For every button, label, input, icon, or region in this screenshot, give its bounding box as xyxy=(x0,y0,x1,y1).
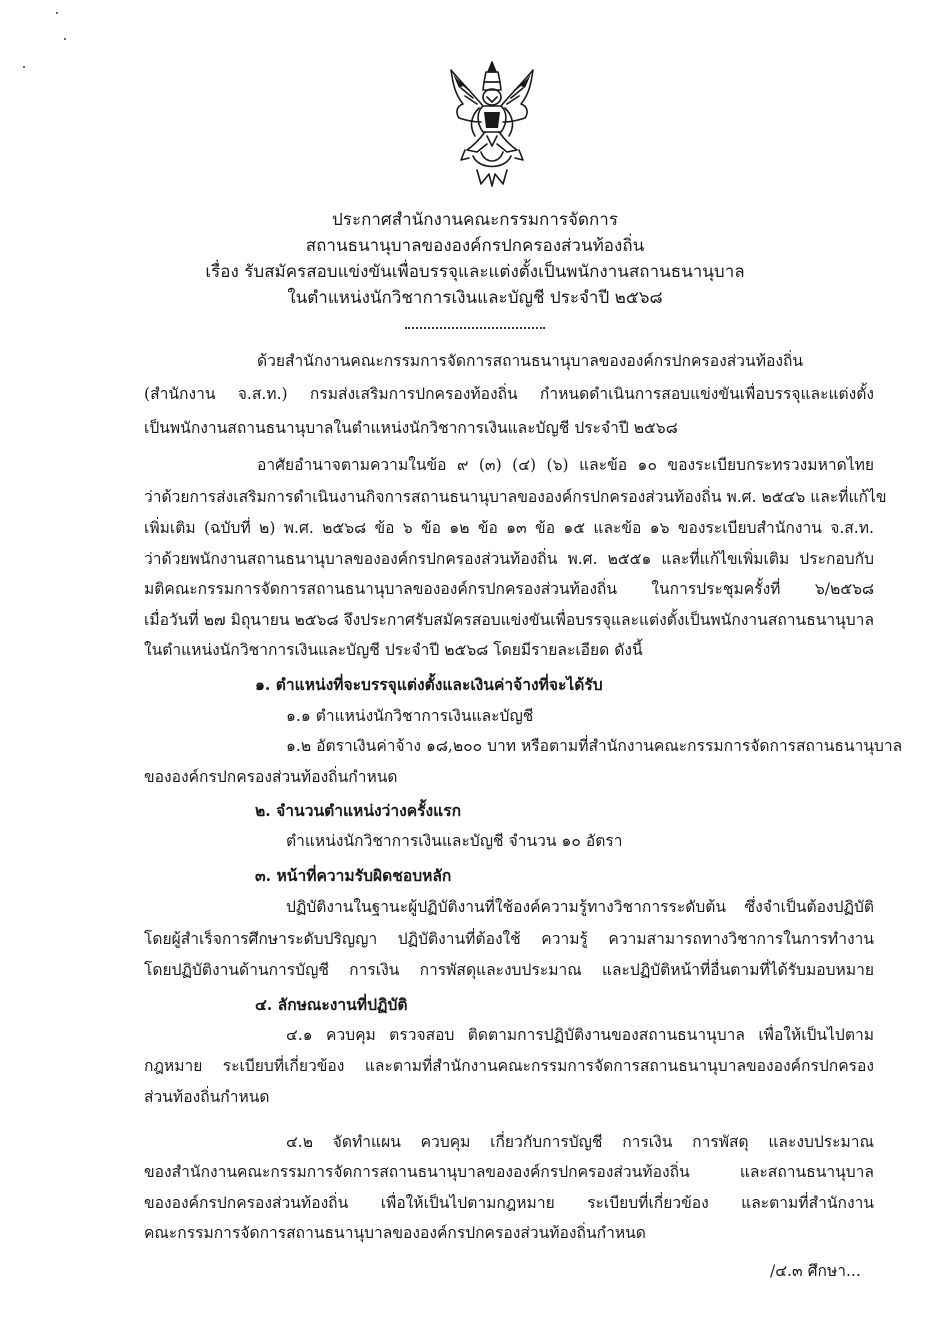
section-4-item-1-line: ๔.๑ ควบคุม ตรวจสอบ ติดตามการปฏิบัติงานของสถานธนานุบาล เพื่อให้เป็นไปตาม xyxy=(286,1026,874,1044)
authority-line: มติคณะกรรมการจัดการสถานธนานุบาลขององค์กรปกครองส่วนท้องถิ่น ในการประชุมครั้งที่ ๖/๒๕๖๘ xyxy=(144,580,874,598)
intro-line: ด้วยสำนักงานคณะกรรมการจัดการสถานธนานุบาลขององค์กรปกครองส่วนท้องถิ่น xyxy=(257,352,804,370)
next-page-reference: /๔.๓ ศึกษา... xyxy=(770,1262,861,1280)
section-3-line: โดยผู้สำเร็จการศึกษาระดับปริญญา ปฏิบัติงานที่ต้องใช้ ความรู้ ความสามารถทางวิชาการในการทำงาน xyxy=(144,930,874,948)
authority-line: ว่าด้วยการส่งเสริมการดำเนินงานกิจการสถานธนานุบาลขององค์กรปกครองส่วนท้องถิ่น พ.ศ. ๒๕๔๖ และที่แก้ไข xyxy=(144,488,887,506)
section-4-heading: ๔. ลักษณะงานที่ปฏิบัติ xyxy=(255,995,408,1014)
section-3-line: ปฏิบัติงานในฐานะผู้ปฏิบัติงานที่ใช้องค์ความรู้ทางวิชาการระดับต้น ซึ่งจำเป็นต้องปฏิบัติ xyxy=(286,898,874,916)
section-4-item-1-line: กฎหมาย ระเบียบที่เกี่ยวข้อง และตามที่สำนักงานคณะกรรมการจัดการสถานธนานุบาลขององค์กรปกครอง xyxy=(144,1057,874,1075)
authority-line: เมื่อวันที่ ๒๗ มิถุนายน ๒๕๖๘ จึงประกาศรับสมัครสอบแข่งขันเพื่อบรรจุและแต่งตั้งเป็นพนักงานสถานธนานุบาล xyxy=(144,611,874,629)
announcement-subject-line-1: เรื่อง รับสมัครสอบแข่งขันเพื่อบรรจุและแต่งตั้งเป็นพนักงานสถานธนานุบาล xyxy=(205,262,745,282)
title-separator xyxy=(405,327,545,329)
garuda-emblem-icon xyxy=(443,60,541,188)
section-4-item-2-line: คณะกรรมการจัดการสถานธนานุบาลขององค์กรปกครองส่วนท้องถิ่นกำหนด xyxy=(144,1224,646,1242)
section-1-item-2-cont: ขององค์กรปกครองส่วนท้องถิ่นกำหนด xyxy=(144,768,398,786)
section-1-heading: ๑. ตำแหน่งที่จะบรรจุแต่งตั้งและเงินค่าจ้างที่จะได้รับ xyxy=(255,675,603,694)
section-4-item-1-line: ส่วนท้องถิ่นกำหนด xyxy=(144,1088,270,1106)
scan-speck xyxy=(56,12,58,14)
section-2-text: ตำแหน่งนักวิชาการเงินและบัญชี จำนวน ๑๐ อัตรา xyxy=(286,832,623,850)
section-4-item-2-line: ขององค์กรปกครองส่วนท้องถิ่น เพื่อให้เป็นไปตามกฎหมาย ระเบียบที่เกี่ยวข้อง และตามที่สำนักงาน xyxy=(144,1194,874,1212)
authority-line: ในตำแหน่งนักวิชาการเงินและบัญชี ประจำปี ๒๕๖๘ โดยมีรายละเอียด ดังนี้ xyxy=(144,641,643,659)
announcement-title-line-2: สถานธนานุบาลขององค์กรปกครองส่วนท้องถิ่น xyxy=(305,236,645,256)
authority-line: เพิ่มเติม (ฉบับที่ ๒) พ.ศ. ๒๕๖๘ ข้อ ๖ ข้อ ๑๒ ข้อ ๑๓ ข้อ ๑๕ และข้อ ๑๖ ของระเบียบสำนักงาน จ.ส.ท. xyxy=(144,519,874,537)
intro-line: (สำนักงาน จ.ส.ท.) กรมส่งเสริมการปกครองท้องถิ่น กำหนดดำเนินการสอบแข่งขันเพื่อบรรจุและแต่งตั้ง xyxy=(144,385,874,403)
intro-line: เป็นพนักงานสถานธนานุบาลในตำแหน่งนักวิชาการเงินและบัญชี ประจำปี ๒๕๖๘ xyxy=(144,419,678,437)
section-4-item-2-line: ๔.๒ จัดทำแผน ควบคุม เกี่ยวกับการบัญชี การเงิน การพัสดุ และงบประมาณ xyxy=(286,1133,874,1151)
scan-speck xyxy=(64,38,66,40)
section-1-item-1: ๑.๑ ตำแหน่งนักวิชาการเงินและบัญชี xyxy=(286,707,534,725)
scan-speck xyxy=(23,66,25,68)
authority-line: อาศัยอำนาจตามความในข้อ ๙ (๓) (๔) (๖) และข้อ ๑๐ ของระเบียบกระทรวงมหาดไทย xyxy=(257,456,874,474)
section-1-item-2: ๑.๒ อัตราเงินค่าจ้าง ๑๘,๒๐๐ บาท หรือตามที่สำนักงานคณะกรรมการจัดการสถานธนานุบาล xyxy=(286,737,903,755)
section-2-heading: ๒. จำนวนตำแหน่งว่างครั้งแรก xyxy=(255,801,462,820)
section-3-heading: ๓. หน้าที่ความรับผิดชอบหลัก xyxy=(255,866,452,885)
section-4-item-2-line: ของสำนักงานคณะกรรมการจัดการสถานธนานุบาลขององค์กรปกครองส่วนท้องถิ่น และสถานธนานุบาล xyxy=(144,1163,874,1181)
authority-line: ว่าด้วยพนักงานสถานธนานุบาลขององค์กรปกครองส่วนท้องถิ่น พ.ศ. ๒๕๕๑ และที่แก้ไขเพิ่มเติม ประกอบกับ xyxy=(144,550,874,568)
announcement-title-line-1: ประกาศสำนักงานคณะกรรมการจัดการ xyxy=(332,210,618,230)
section-3-line: โดยปฏิบัติงานด้านการบัญชี การเงิน การพัสดุและงบประมาณ และปฏิบัติหน้าที่อื่นตามที่ได้รับมอบหมาย xyxy=(144,961,874,979)
announcement-subject-line-2: ในตำแหน่งนักวิชาการเงินและบัญชี ประจำปี ๒๕๖๘ xyxy=(287,288,663,308)
